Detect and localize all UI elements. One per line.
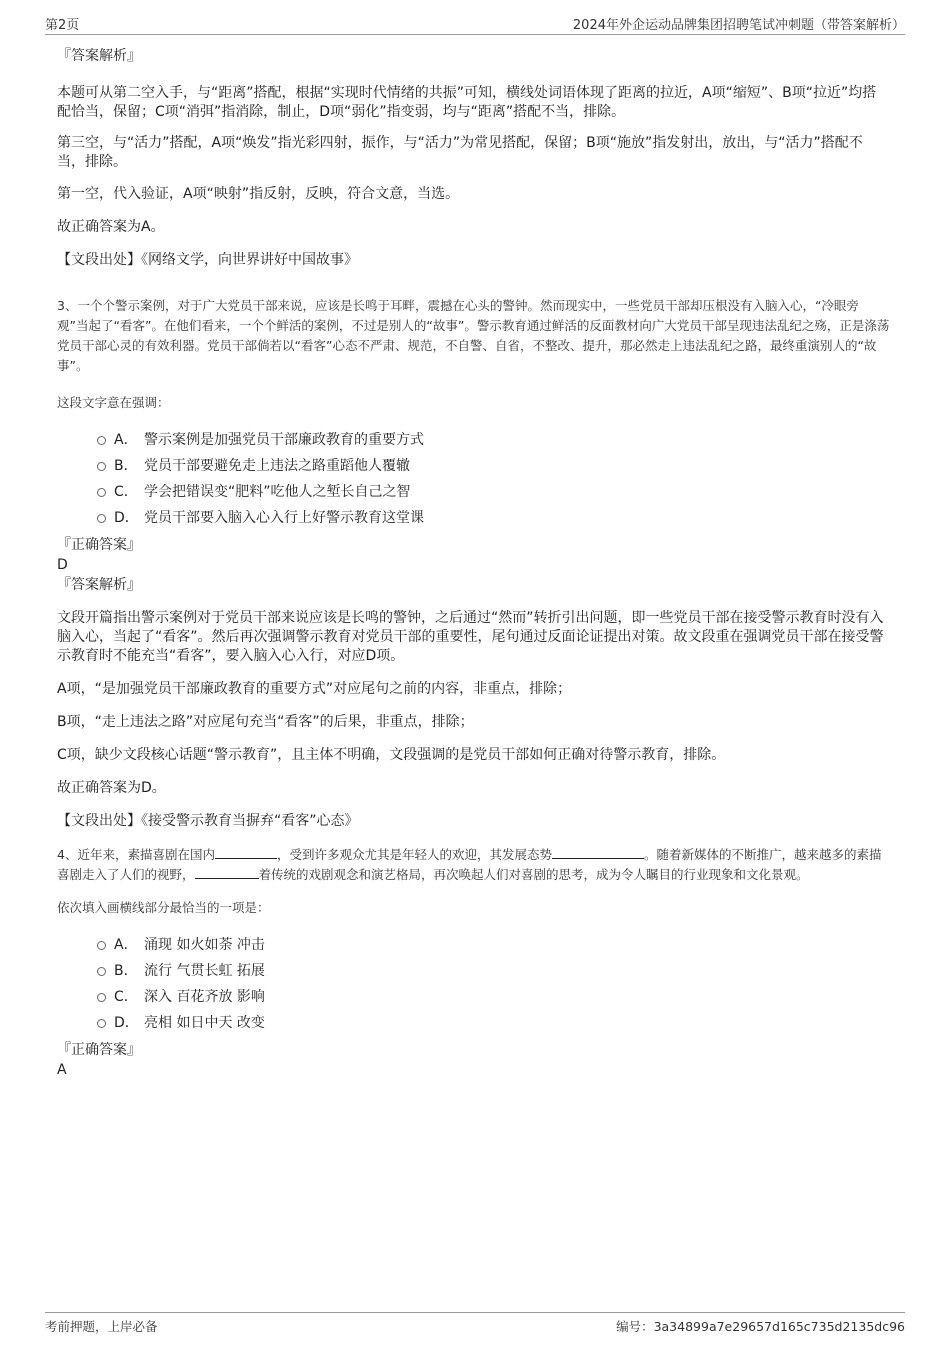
radio-button[interactable] — [97, 1019, 106, 1028]
analysis-conclusion: 故正确答案为D。 — [57, 780, 166, 796]
analysis-conclusion: 故正确答案为A。 — [57, 219, 165, 235]
correct-answer-label: 『正确答案』 — [57, 1042, 141, 1058]
option-d[interactable]: D． 亮相 如日中天 改变 — [97, 1010, 890, 1036]
radio-button[interactable] — [97, 967, 106, 976]
document-id: 编号：3a34899a7e29657d165c735d2135dc96 — [616, 1319, 905, 1334]
fill-blank — [215, 846, 277, 859]
radio-button[interactable] — [97, 462, 106, 471]
question-3-options — [57, 427, 890, 531]
analysis-paragraph: B项，“走上违法之路”对应尾句充当“看客”的后果，非重点，排除； — [57, 714, 474, 730]
radio-button[interactable] — [97, 941, 106, 950]
page-footer — [45, 1312, 905, 1341]
source-citation: 【文段出处】《接受警示教育当摒弃“看客”心态》 — [57, 813, 359, 829]
question-3-text: 3、一个个警示案例，对于广大党员干部来说，应该是长鸣于耳畔，震撼在心头的警钟。然而现实中，一些党员干部却压根没有入脑入心，“冷眼旁观”当起了“看客”。在他们看来，一个个鲜活的案例，不过是别人的“故事”。警示教育通过鲜活的反面教材向广大党员干部呈现违法乱纪之殇，正是涤荡党员干部心灵的有效利器。党员干部倘若以“看客”心态不严肃、规范，不自警、自省，不整改、提升，那必然走上违法乱纪之路，最终重演别人的“故事”。 — [57, 298, 890, 373]
radio-button[interactable] — [97, 514, 106, 523]
analysis-label: 『答案解析』 — [57, 48, 141, 64]
analysis-paragraph: 本题可从第二空入手，与“距离”搭配，根据“实现时代情绪的共振”可知，横线处词语体现了距离的拉近，A项“缩短”、B项“拉近”均搭配恰当，保留；C项“消弭”指消除，制止，D项“弱化”指变弱，均与“距离”搭配不当，排除。 — [57, 85, 877, 120]
source-citation: 【文段出处】《网络文学，向世界讲好中国故事》 — [57, 252, 358, 268]
question-4-prompt: 依次填入画横线部分最恰当的一项是： — [57, 900, 270, 915]
fill-blank — [552, 846, 644, 859]
analysis-paragraph: A项，“是加强党员干部廉政教育的重要方式”对应尾句之前的内容，非重点，排除； — [57, 681, 572, 697]
question-4-options — [57, 932, 890, 1036]
correct-answer: A — [57, 1062, 67, 1078]
option-a[interactable]: A． 涌现 如火如荼 冲击 — [97, 932, 890, 958]
option-c[interactable]: C． 深入 百花齐放 影响 — [97, 984, 890, 1010]
analysis-paragraph: 文段开篇指出警示案例对于党员干部来说应该是长鸣的警钟，之后通过“然而”转折引出问题，即一些党员干部在接受警示教育时没有入脑入心，当起了“看客”。然后再次强调警示教育对党员干部的重要性，尾句通过反面论证提出对策。故文段重在强调党员干部在接受警示教育时不能充当“看客”，要入脑入心入行，对应D项。 — [57, 610, 884, 664]
analysis-label: 『答案解析』 — [57, 577, 141, 593]
footer-slogan: 考前押题，上岸必备 — [45, 1319, 158, 1334]
option-d[interactable]: D． 党员干部要入脑入心入行上好警示教育这堂课 — [97, 505, 890, 531]
fill-blank — [195, 866, 259, 879]
question-4-text: 4、近年来，素描喜剧在国内 ，受到许多观众尤其是年轻人的欢迎，其发展态势 。随着新媒体的不断推广，越来越多的素描喜剧走入了人们的视野， 着传统的戏剧观念和演艺格局，再次唤起人们对喜剧的思考，成为令人瞩目的行业现象和文化景观。 — [57, 847, 882, 882]
question-3-prompt: 这段文字意在强调： — [57, 395, 170, 410]
analysis-paragraph: 第一空，代入验证，A项“映射”指反射，反映，符合文意，当选。 — [57, 186, 460, 202]
correct-answer-label: 『正确答案』 — [57, 537, 141, 553]
analysis-paragraph: C项，缺少文段核心话题“警示教育”，且主体不明确，文段强调的是党员干部如何正确对待警示教育，排除。 — [57, 747, 726, 763]
document-title: 2024年外企运动品牌集团招聘笔试冲刺题（带答案解析） — [572, 18, 905, 33]
page-header — [45, 12, 905, 35]
analysis-paragraph: 第三空，与“活力”搭配，A项“焕发”指光彩四射，振作，与“活力”为常见搭配，保留；B项“施放”指发射出，放出，与“活力”搭配不当，排除。 — [57, 135, 863, 170]
page-number: 第2页 — [45, 18, 80, 33]
correct-answer: D — [57, 557, 68, 573]
document-body — [57, 42, 890, 1080]
option-b[interactable]: B． 党员干部要避免走上违法之路重蹈他人覆辙 — [97, 453, 890, 479]
radio-button[interactable] — [97, 436, 106, 445]
radio-button[interactable] — [97, 993, 106, 1002]
option-c[interactable]: C． 学会把错误变“肥料”吃他人之堑长自己之智 — [97, 479, 890, 505]
option-b[interactable]: B． 流行 气贯长虹 拓展 — [97, 958, 890, 984]
option-a[interactable]: A． 警示案例是加强党员干部廉政教育的重要方式 — [97, 427, 890, 453]
radio-button[interactable] — [97, 488, 106, 497]
